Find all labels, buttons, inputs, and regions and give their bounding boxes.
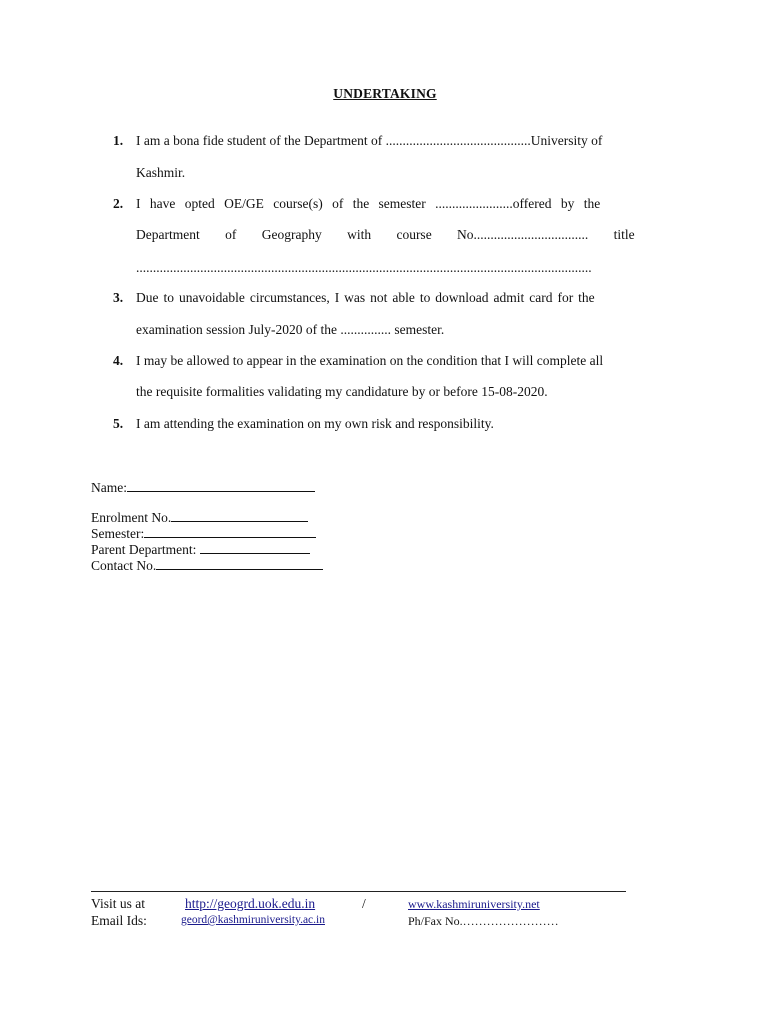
item-4-line-2: the requisite formalities validating my candidature by or before 15-08-2020.: [136, 384, 548, 399]
item-5-line-1: I am attending the examination on my own risk and responsibility.: [136, 416, 494, 431]
item-3-line-2: examination session July-2020 of the ............... semester.: [136, 322, 445, 337]
item-2-number: 2.: [113, 196, 124, 211]
dept-website-link[interactable]: http://geogrd.uok.edu.in: [185, 896, 316, 911]
contact-label: Contact No.: [91, 558, 157, 573]
parent-department-label: Parent Department:: [91, 542, 200, 557]
name-blank[interactable]: [127, 480, 315, 492]
visit-label: Visit us at: [91, 896, 145, 911]
enrolment-blank[interactable]: [171, 510, 308, 522]
item-3-line-1: Due to unavoidable circumstances, I was not able to download admit card for the: [136, 290, 595, 305]
footer-divider: [91, 891, 626, 892]
name-field[interactable]: [91, 480, 315, 496]
item-4-line-1: I may be allowed to appear in the examination on the condition that I will complete all: [136, 353, 604, 368]
item-1-line-2: Kashmir.: [136, 165, 186, 180]
contact-field[interactable]: [91, 558, 323, 574]
name-label: Name:: [91, 480, 127, 495]
semester-blank[interactable]: [144, 526, 316, 538]
item-1-line-1: [136, 133, 662, 149]
parent-department-blank[interactable]: [200, 542, 310, 554]
item-1-number: 1.: [113, 133, 124, 148]
university-website-link[interactable]: www.kashmiruniversity.net: [408, 897, 540, 911]
enrolment-field[interactable]: [91, 510, 308, 526]
email-link[interactable]: geord@kashmiruniversity.ac.in: [181, 914, 325, 926]
item-5-number: 5.: [113, 416, 124, 431]
email-label: Email Ids:: [91, 913, 147, 928]
document-title: UNDERTAKING: [333, 86, 437, 101]
item-4-number: 4.: [113, 353, 124, 368]
parent-department-field[interactable]: [91, 542, 310, 558]
item-2-line-2: Department of Geography with course No.................................. title: [136, 227, 635, 242]
item-2-line-3: .......................................................................................................................................: [136, 260, 592, 275]
phone-fax-text: Ph/Fax No.……………………: [408, 914, 559, 928]
item-3-number: 3.: [113, 290, 124, 305]
contact-blank[interactable]: [156, 558, 323, 570]
url-separator: /: [362, 896, 366, 911]
semester-field[interactable]: [91, 526, 316, 542]
semester-label: Semester:: [91, 526, 145, 541]
item-1-line-1-text: I am a bona fide student of the Department of ...........................................University of: [136, 133, 603, 148]
enrolment-label: Enrolment No.: [91, 510, 172, 525]
item-2-line-1: I have opted OE/GE course(s) of the semester .......................offered by the: [136, 196, 601, 211]
